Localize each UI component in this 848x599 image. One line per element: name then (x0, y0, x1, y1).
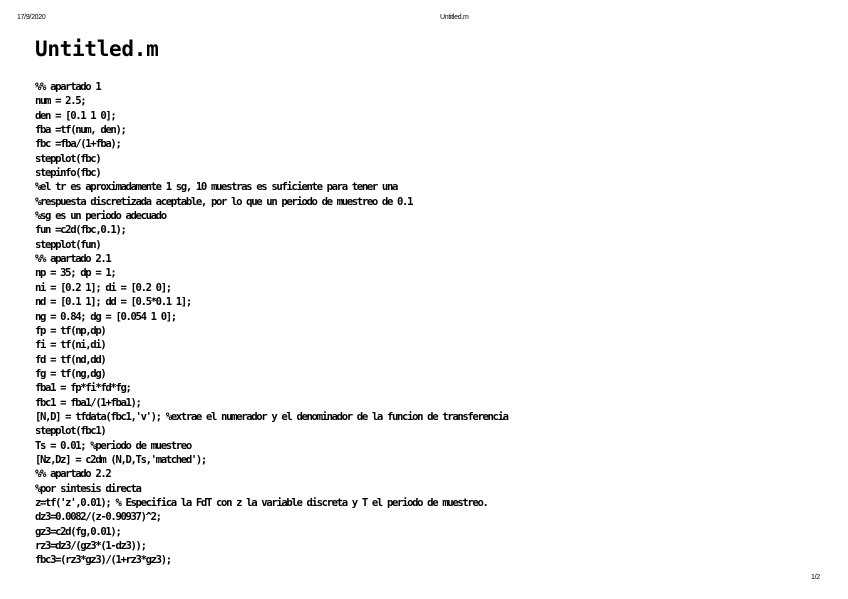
code-line: ni = [0.2 1]; di = [0.2 0]; (35, 281, 171, 294)
code-line: z=tf('z',0.01); % Especifica la FdT con z la variable discreta y T el periodo de muestreo. (35, 496, 488, 509)
code-line: rz3=dz3/(gz3*(1-dz3)); (35, 540, 146, 552)
code-listing (35, 80, 508, 568)
print-header-filename: Untitled.m (440, 14, 469, 21)
code-line: gz3=c2d(fg,0.01); (35, 525, 121, 538)
code-line: dz3=0.0082/(z-0.90937)^2; (35, 511, 161, 524)
code-comment-line: %el tr es aproximadamente 1 sg, 10 muestras es suficiente para tener una (35, 181, 398, 194)
code-line: fp = tf(np,dp) (35, 324, 106, 337)
code-comment-line: %respuesta discretizada aceptable, por lo que un periodo de muestreo de 0.1 (35, 195, 413, 208)
print-date: 17/9/2020 (17, 14, 46, 21)
code-comment-line: %por sintesis directa (35, 482, 141, 495)
code-line: Ts = 0.01; %periodo de muestreo (35, 439, 191, 452)
document-title: Untitled.m (35, 37, 159, 61)
page-number: 1/2 (811, 574, 820, 581)
code-line: np = 35; dp = 1; (35, 267, 116, 280)
code-line: stepplot(fbc1) (35, 425, 106, 438)
code-line: [N,D] = tfdata(fbc1,'v'); %extrae el numerador y el denominador de la funcion de transferencia (35, 410, 508, 423)
code-line: num = 2.5; (35, 95, 86, 108)
code-comment-line: %sg es un periodo adecuado (35, 210, 166, 223)
code-line: stepinfo(fbc) (35, 167, 101, 180)
code-line: [Nz,Dz] = c2dm (N,D,Ts,'matched'); (35, 453, 206, 466)
code-line: fbc3=(rz3*gz3)/(1+rz3*gz3); (35, 554, 171, 567)
code-line: den = [0.1 1 0]; (35, 109, 116, 122)
code-line: ng = 0.84; dg = [0.054 1 0]; (35, 310, 176, 323)
code-section-header: %% apartado 2.2 (35, 468, 111, 481)
code-line: fbc =fba/(1+fba); (35, 138, 121, 151)
code-line: fbc1 = fba1/(1+fba1); (35, 396, 141, 409)
code-line: stepplot(fun) (35, 238, 101, 251)
code-line: fd = tf(nd,dd) (35, 353, 106, 366)
code-line: nd = [0.1 1]; dd = [0.5*0.1 1]; (35, 296, 191, 309)
code-line: fba1 = fp*fi*fd*fg; (35, 382, 131, 395)
code-line: fi = tf(ni,di) (35, 339, 106, 352)
code-section-header: %% apartado 2.1 (35, 253, 111, 266)
code-line: %% apartado 1 (35, 81, 101, 93)
code-line: fg = tf(ng,dg) (35, 367, 106, 380)
code-line: stepplot(fbc) (35, 152, 101, 165)
code-line: fun =c2d(fbc,0.1); (35, 224, 126, 237)
code-line: fba =tf(num, den); (35, 124, 126, 137)
